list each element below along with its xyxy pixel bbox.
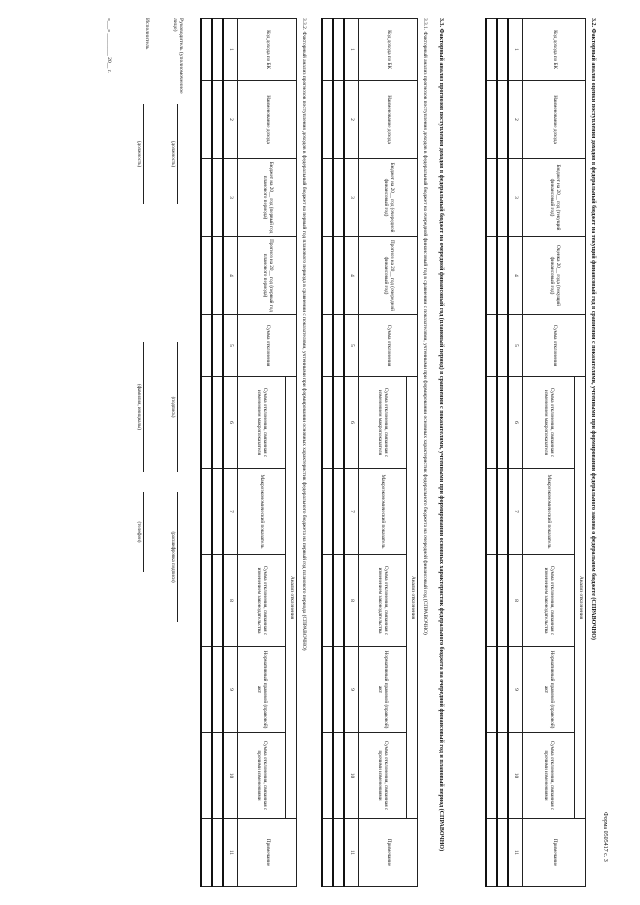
col-number: 7 <box>508 469 523 555</box>
table-row <box>497 19 508 887</box>
col-number: 2 <box>344 81 359 159</box>
col-number: 4 <box>344 237 359 315</box>
col-number: 2 <box>508 81 523 159</box>
header-estimate: Оценка 20__ года (текущий финансовый год) <box>523 237 586 315</box>
header-macro-indicator: Макроэкономический показатель <box>359 469 407 555</box>
col-number: 6 <box>344 377 359 469</box>
signature-caption: (подпись) <box>170 396 175 418</box>
header-legal-act: Нормативный правовой (правовой) акт <box>238 647 286 733</box>
header-budget: Бюджет на 20__ год (текущий финансовый год) <box>523 159 586 237</box>
col-number: 7 <box>223 469 238 555</box>
header-code: Код дохода по БК <box>523 19 586 81</box>
executor-fio-line <box>143 342 144 472</box>
header-law-deviation: Сумма отклонения, связанная с изменением законодательства <box>359 555 407 647</box>
header-analysis: Анализ отклонения <box>286 377 297 819</box>
col-number: 11 <box>344 819 359 887</box>
col-number: 5 <box>508 315 523 377</box>
header-macro-indicator: Макроэкономический показатель <box>523 469 575 555</box>
header-code: Код дохода по БК <box>238 19 297 81</box>
col-number: 1 <box>223 19 238 81</box>
header-deviation: Сумма отклонения <box>523 315 586 377</box>
table-row <box>486 19 497 887</box>
col-number: 3 <box>223 159 238 237</box>
col-number: 8 <box>508 555 523 647</box>
form-number-label: Форма 0505417 с. 3 <box>602 812 608 862</box>
header-macro-indicator: Макроэкономический показатель <box>238 469 286 555</box>
header-law-deviation: Сумма отклонения, связанная с изменением законодательства <box>523 555 575 647</box>
header-code: Код дохода по БК <box>359 19 418 81</box>
header-deviation: Сумма отклонения <box>359 315 418 377</box>
head-signature-line <box>177 342 178 472</box>
col-number: 11 <box>508 819 523 887</box>
col-number: 10 <box>223 733 238 819</box>
phone-caption: (телефон) <box>136 521 141 543</box>
header-other-deviation: Сумма отклонения, связанная с прочими изменениями <box>523 733 575 819</box>
header-forecast: Прогноз на 20__ год (очередной финансовый год) <box>359 237 418 315</box>
col-number: 2 <box>223 81 238 159</box>
header-legal-act: Нормативный правовой (правовой) акт <box>359 647 407 733</box>
executor-position-caption: (должность) <box>136 140 141 168</box>
header-law-deviation: Сумма отклонения, связанная с изменением законодательства <box>238 555 286 647</box>
header-macro-deviation: Сумма отклонения, связанная с изменением макропоказателя <box>359 377 407 469</box>
col-number: 5 <box>344 315 359 377</box>
header-other-deviation: Сумма отклонения, связанная с прочими изменениями <box>238 733 286 819</box>
header-other-deviation: Сумма отклонения, связанная с прочими изменениями <box>359 733 407 819</box>
col-number: 10 <box>344 733 359 819</box>
fio-caption: (фамилия, инициалы) <box>136 383 141 431</box>
head-position-line <box>177 104 178 204</box>
head-decode-line <box>177 492 178 622</box>
section-3-3-2-title: 3.3.2. Факторный анализ прогнозов поступления доходов в федеральный бюджет на первый год планового периода в сравнении с показателями, учтенными при формировании основных характеристик федерального бюджета на первый год планового периода (СПРАВОЧНО) <box>301 18 307 651</box>
header-macro-deviation: Сумма отклонения, связанная с изменением макропоказателя <box>238 377 286 469</box>
col-number: 6 <box>508 377 523 469</box>
header-name: Наименование дохода <box>238 81 297 159</box>
position-caption: (должность) <box>170 140 175 168</box>
table-row <box>322 19 333 887</box>
executor-label: Исполнитель <box>144 18 150 50</box>
section-3-3-1-table <box>321 18 418 887</box>
section-3-2-title: 3.2. Факторный анализ оценки поступления доходов в федеральный бюджет на текущий финансовый год в сравнении с показателями, учтенными при формировании федерального закона о федеральном бюджете (СПРАВОЧНО) <box>590 18 596 640</box>
section-3-3-1-title: 3.3.1. Факторный анализ прогнозов поступления доходов в федеральный бюджет на очередной финансовый год в сравнении с показателями, учтенными при формировании основных характеристик федерального бюджета на очередной финансовый год (СПРАВОЧНО) <box>422 18 428 635</box>
col-number: 11 <box>223 819 238 887</box>
header-name: Наименование дохода <box>359 81 418 159</box>
col-number: 1 <box>344 19 359 81</box>
date-field: «___» ________ 20__ г. <box>106 18 112 73</box>
col-number: 5 <box>223 315 238 377</box>
header-analysis: Анализ отклонения <box>575 377 586 819</box>
table-row <box>201 19 212 887</box>
col-number: 1 <box>508 19 523 81</box>
col-number: 9 <box>344 647 359 733</box>
col-number: 4 <box>223 237 238 315</box>
col-number: 9 <box>508 647 523 733</box>
header-note: Примечание <box>359 819 418 887</box>
head-label: Руководитель (уполномоченное лицо) <box>172 18 184 94</box>
header-forecast: Прогноз на 20__ год (первый год планового периода) <box>238 237 297 315</box>
rotated-document-page <box>32 12 612 892</box>
header-deviation: Сумма отклонения <box>238 315 297 377</box>
header-budget: Бюджет на 20__ год (очередной финансовый год) <box>359 159 418 237</box>
executor-position-line <box>143 104 144 204</box>
col-number: 9 <box>223 647 238 733</box>
table-row <box>333 19 344 887</box>
col-number: 10 <box>508 733 523 819</box>
col-number: 8 <box>223 555 238 647</box>
header-budget: Бюджет на 20__ год (первый год планового периода) <box>238 159 297 237</box>
header-legal-act: Нормативный правовой (правовой) акт <box>523 647 575 733</box>
section-3-3-title: 3.3. Факторный анализ прогнозов поступления доходов в федеральный бюджет на очередной финансовый год (плановый период) в сравнении с показателями, учтенными при формировании основных характеристик федерального бюджета на очередной финансовый год и плановый период (СПРАВОЧНО) <box>438 18 444 852</box>
executor-phone-line <box>143 492 144 572</box>
table-row <box>212 19 223 887</box>
decode-caption: (расшифровка подписи) <box>170 531 175 583</box>
section-3-2-table <box>485 18 586 887</box>
col-number: 8 <box>344 555 359 647</box>
col-number: 4 <box>508 237 523 315</box>
header-name: Наименование дохода <box>523 81 586 159</box>
header-analysis: Анализ отклонения <box>407 377 418 819</box>
header-note: Примечание <box>523 819 586 887</box>
header-note: Примечание <box>238 819 297 887</box>
col-number: 6 <box>223 377 238 469</box>
col-number: 3 <box>344 159 359 237</box>
header-macro-deviation: Сумма отклонения, связанная с изменением макропоказателя <box>523 377 575 469</box>
col-number: 3 <box>508 159 523 237</box>
col-number: 7 <box>344 469 359 555</box>
section-3-3-2-table <box>200 18 297 887</box>
